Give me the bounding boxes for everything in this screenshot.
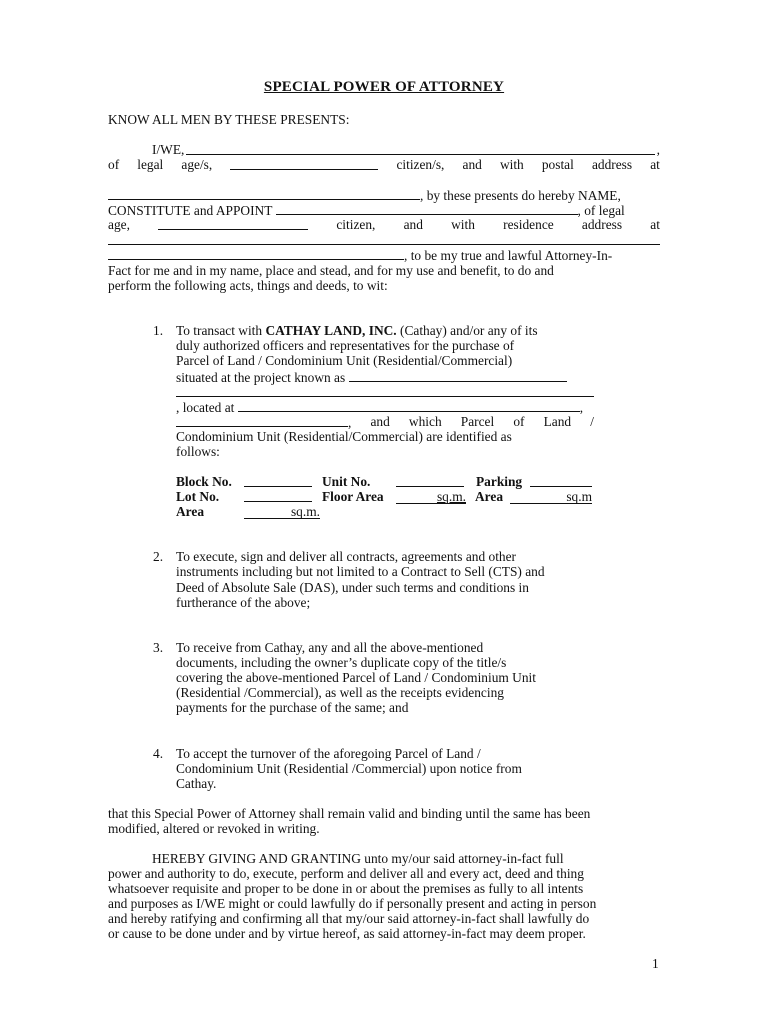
item-1-line-2: duly authorized officers and representatives for the purchase of [176, 338, 515, 353]
preamble-line-7: Fact for me and in my name, place and stead, and for my use and benefit, to do and [108, 263, 554, 278]
area-blank: sq.m [510, 489, 592, 504]
lot-no-blank [244, 489, 312, 502]
floor-area-label: Floor Area [322, 489, 384, 504]
area-label: Area [475, 489, 504, 504]
granting-line-6: or cause to be done under and by virtue hereof, as said attorney-in-fact may deem proper. [108, 926, 586, 941]
location-blank [238, 399, 580, 412]
item-1-line-8: Condominium Unit (Residential/Commercial) are identified as [176, 429, 512, 444]
item-4-number: 4. [153, 746, 164, 761]
preamble-line-8: perform the following acts, things and deeds, to wit: [108, 278, 388, 293]
item-1-line-5 [176, 384, 594, 400]
preamble-line-6: , to be my true and lawful Attorney-In- [108, 247, 612, 263]
location-blank-2 [176, 414, 348, 427]
item-2-line-4: furtherance of the above; [176, 595, 311, 610]
item-1-line-9: follows: [176, 444, 220, 459]
attorney-name-blank [276, 202, 578, 215]
parking-label: Parking [476, 474, 523, 489]
validity-line-1: that this Special Power of Attorney shall remain valid and binding until the same has been [108, 806, 591, 821]
attorney-citizenship-blank [158, 217, 308, 230]
item-3-line-2: documents, including the owner’s duplicate copy of the title/s [176, 655, 507, 670]
granting-line-2: power and authority to do, execute, perform and deliver all and every act, deed and thing [108, 866, 584, 881]
preamble-line-1: I/WE, , [152, 142, 660, 157]
item-2-line-1: To execute, sign and deliver all contracts, agreements and other [176, 549, 517, 564]
item-3-line-1: To receive from Cathay, any and all the above-mentioned [176, 640, 484, 655]
granting-line-4: and purposes as I/WE might or could lawfully do if personally present and acting in person [108, 896, 597, 911]
company-name: CATHAY LAND, INC. [265, 323, 397, 338]
residence-address-blank-2 [108, 247, 404, 260]
unit-no-blank [396, 474, 464, 487]
preamble-line-5b [108, 232, 660, 248]
item-3-line-3: covering the above-mentioned Parcel of Land / Condominium Unit [176, 670, 536, 685]
validity-line-2: modified, altered or revoked in writing. [108, 821, 320, 836]
item-1-line-7: , and which Parcel of Land / [176, 414, 594, 430]
item-1-number: 1. [153, 323, 164, 338]
item-1-line-4: situated at the project known as [176, 369, 567, 385]
document-title: SPECIAL POWER OF ATTORNEY [263, 79, 505, 95]
postal-address-blank [108, 187, 420, 200]
item-2-line-3: Deed of Absolute Sale (DAS), under such terms and conditions in [176, 580, 529, 595]
residence-address-blank [108, 232, 660, 245]
item-2-number: 2. [153, 549, 164, 564]
granting-line-1: HEREBY GIVING AND GRANTING unto my/our said attorney-in-fact full [152, 851, 564, 866]
name-blank [186, 142, 654, 155]
area2-blank: sq.m. [244, 504, 320, 519]
item-1-line-1: To transact with CATHAY LAND, INC. (Cathay) and/or any of its [176, 323, 538, 338]
item-1-line-3: Parcel of Land / Condominium Unit (Residential/Commercial) [176, 353, 513, 368]
preamble-line-4: CONSTITUTE and APPOINT , of legal [108, 203, 625, 218]
preamble-line-2: of legal age/s, citizen/s, and with postal address at [108, 157, 660, 172]
project-name-blank-2 [176, 384, 594, 397]
preamble-line-3: , by these presents do hereby NAME, [108, 187, 621, 203]
preamble-line-5: age, citizen, and with residence address at [108, 217, 660, 232]
item-4-line-3: Cathay. [176, 776, 217, 791]
granting-line-3: whatsoever requisite and proper to be done in or about the premises as fully to all intents [108, 881, 584, 896]
item-4-line-1: To accept the turnover of the aforegoing Parcel of Land / [176, 746, 481, 761]
block-no-label: Block No. [176, 474, 232, 489]
area2-label: Area [176, 504, 205, 519]
intro-line: KNOW ALL MEN BY THESE PRESENTS: [108, 112, 350, 127]
floor-area-blank: sq.m. [396, 489, 466, 504]
lot-no-label: Lot No. [176, 489, 220, 504]
item-3-line-4: (Residential /Commercial), as well as the receipts evidencing [176, 685, 504, 700]
item-2-line-2: instruments including but not limited to a Contract to Sell (CTS) and [176, 564, 545, 579]
item-3-number: 3. [153, 640, 164, 655]
citizenship-blank [230, 157, 378, 170]
parking-blank [530, 474, 592, 487]
item-3-line-5: payments for the purchase of the same; and [176, 700, 409, 715]
unit-no-label: Unit No. [322, 474, 371, 489]
item-4-line-2: Condominium Unit (Residential /Commercial) upon notice from [176, 761, 522, 776]
project-name-blank [349, 369, 567, 382]
granting-line-5: and hereby ratifying and confirming all that my/our said attorney-in-fact shall lawfully do [108, 911, 590, 926]
page-number: 1 [652, 956, 659, 971]
block-no-blank [244, 474, 312, 487]
item-1-line-6: , located at , [176, 400, 584, 415]
